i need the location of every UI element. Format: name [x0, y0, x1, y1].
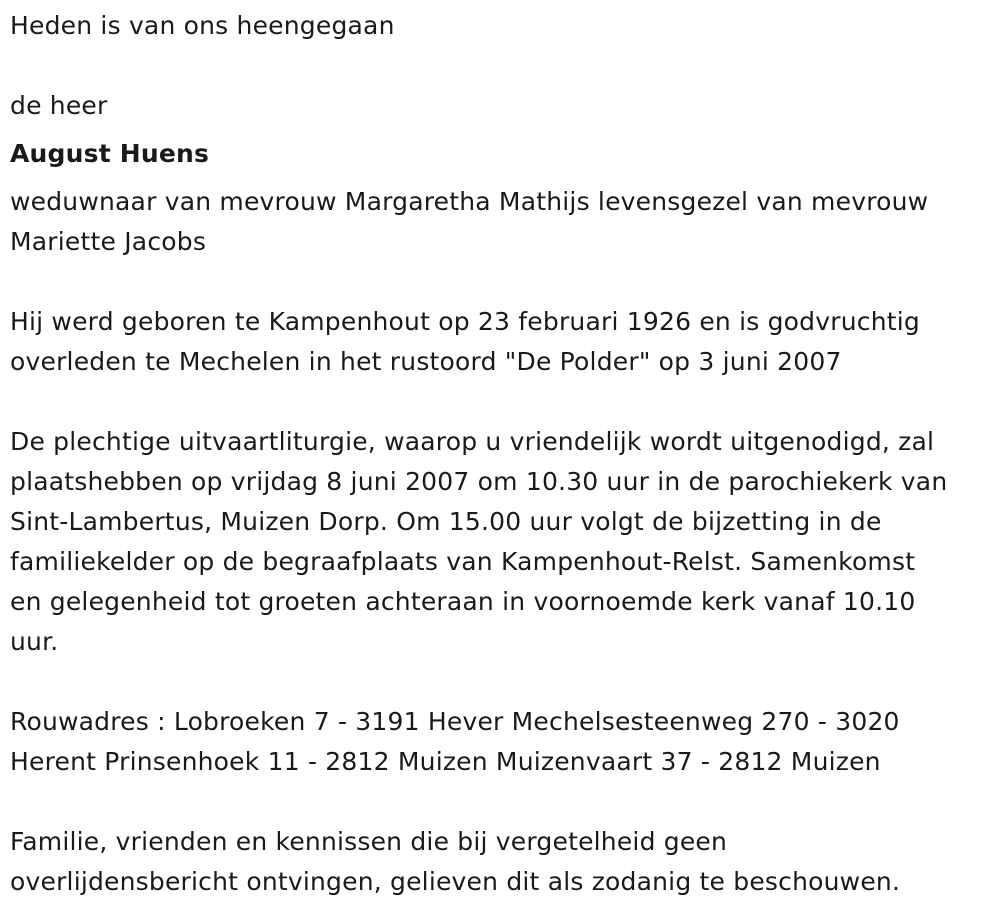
closing-line-1: Familie, vrienden en kennissen die bij vergetelheid geen [10, 827, 728, 856]
funeral-line-1: De plechtige uitvaartliturgie, waarop u vriendelijk wordt uitgenodigd, zal [10, 427, 935, 456]
funeral-line-5: en gelegenheid tot groeten achteraan in voornoemde kerk vanaf 10.10 [10, 587, 916, 616]
title-prefix: de heer [10, 91, 108, 120]
birth-death-line-2: overleden te Mechelen in het rustoord "De Polder" op 3 juni 2007 [10, 347, 842, 376]
address-line-2: Herent Prinsenhoek 11 - 2812 Muizen Muizenvaart 37 - 2812 Muizen [10, 747, 881, 776]
closing-line-2: overlijdensbericht ontvingen, gelieven dit als zodanig te beschouwen. [10, 867, 901, 896]
deceased-name: August Huens [10, 139, 210, 168]
funeral-line-6: uur. [10, 627, 59, 656]
intro-text: Heden is van ons heengegaan [10, 11, 395, 40]
relations-line-2: Mariette Jacobs [10, 227, 207, 256]
address-line-1: Rouwadres : Lobroeken 7 - 3191 Hever Mechelsesteenweg 270 - 3020 [10, 707, 900, 736]
funeral-line-4: familiekelder op de begraafplaats van Kampenhout-Relst. Samenkomst [10, 547, 916, 576]
birth-death-line-1: Hij werd geboren te Kampenhout op 23 februari 1926 en is godvruchtig [10, 307, 920, 336]
relations-line-1: weduwnaar van mevrouw Margaretha Mathijs levensgezel van mevrouw [10, 187, 929, 216]
funeral-line-3: Sint-Lambertus, Muizen Dorp. Om 15.00 uur volgt de bijzetting in de [10, 507, 882, 536]
funeral-line-2: plaatshebben op vrijdag 8 juni 2007 om 10.30 uur in de parochiekerk van [10, 467, 948, 496]
